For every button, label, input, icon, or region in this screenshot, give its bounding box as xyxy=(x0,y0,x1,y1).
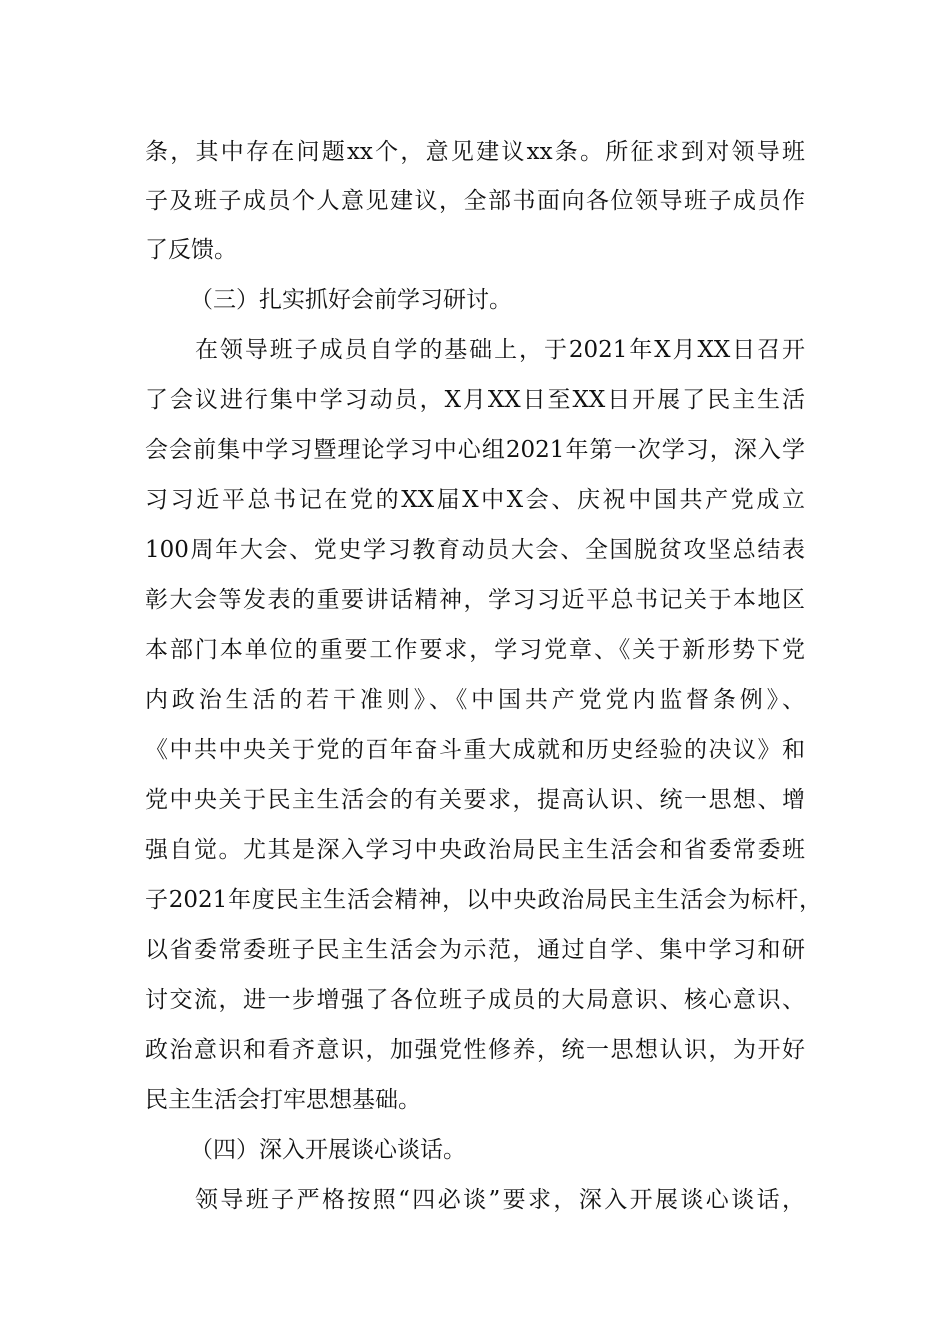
text-line: 《中共中央关于党的百年奋斗重大成就和历史经验的决议》和 xyxy=(145,737,805,763)
text-line: 子及班子成员个人意见建议，全部书面向各位领导班子成员作 xyxy=(145,188,805,214)
text-line: 民主生活会打牢思想基础。 xyxy=(145,1087,421,1113)
text-line: 本部门本单位的重要工作要求，学习党章、《关于新形势下党 xyxy=(145,637,805,663)
text-line: 了反馈。 xyxy=(145,237,237,263)
text-line: 内政治生活的若干准则》、《中国共产党党内监督条例》、 xyxy=(145,687,805,713)
text-line: 以省委常委班子民主生活会为示范，通过自学、集中学习和研 xyxy=(145,937,805,963)
section-heading-3: （三）扎实抓好会前学习研讨。 xyxy=(190,287,512,313)
text-line: 党中央关于民主生活会的有关要求，提高认识、统一思想、增 xyxy=(145,787,805,813)
section-heading-4: （四）深入开展谈心谈话。 xyxy=(190,1137,466,1163)
text-line: 条，其中存在问题xx个，意见建议xx条。所征求到对领导班 xyxy=(145,139,805,165)
text-line: 彰大会等发表的重要讲话精神，学习习近平总书记关于本地区 xyxy=(145,587,805,613)
text-line: 习习近平总书记在党的XX届X中X会、庆祝中国共产党成立 xyxy=(145,487,805,513)
text-line: 会会前集中学习暨理论学习中心组2021年第一次学习，深入学 xyxy=(145,437,805,463)
text-line: 子2021年度民主生活会精神，以中央政治局民主生活会为标杆， xyxy=(145,887,822,913)
text-line: 在领导班子成员自学的基础上，于2021年X月XX日召开 xyxy=(195,337,805,363)
text-line: 了会议进行集中学习动员，X月XX日至XX日开展了民主生活 xyxy=(145,387,805,413)
text-line: 政治意识和看齐意识，加强党性修养，统一思想认识，为开好 xyxy=(145,1037,805,1063)
text-line: 强自觉。尤其是深入学习中央政治局民主生活会和省委常委班 xyxy=(145,837,805,863)
text-line: 100周年大会、党史学习教育动员大会、全国脱贫攻坚总结表 xyxy=(145,537,805,563)
text-line: 领导班子严格按照“四必谈”要求，深入开展谈心谈话， xyxy=(195,1187,805,1213)
text-line: 讨交流，进一步增强了各位班子成员的大局意识、核心意识、 xyxy=(145,987,805,1013)
